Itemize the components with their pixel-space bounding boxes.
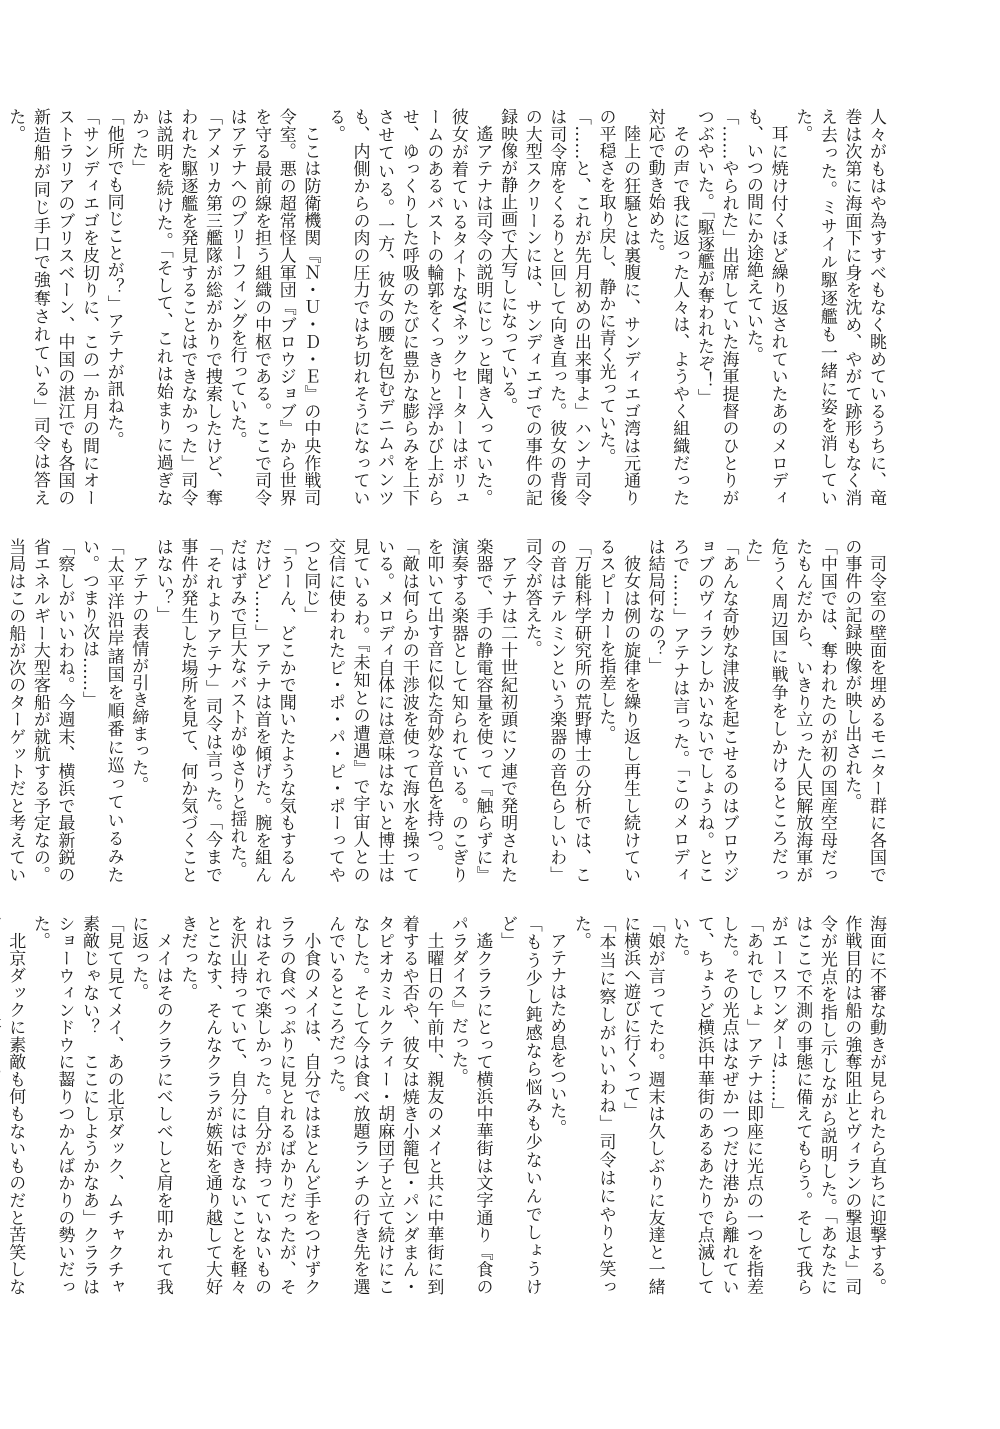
paragraph: 人々がもはや為すすべもなく眺めているうちに、竜巻は次第に海面下に身を沈め、やがて跡形もなく消え去った。ミサイル駆逐艦も一緒に姿を消していた。 xyxy=(792,108,886,506)
paragraph: 「もう少し鈍感なら悩みも少ないんでしょうけど」 xyxy=(497,915,542,1295)
paragraph: アテナは二十世紀初頭にソ連で発明された楽器で、手の静電容量を使って『触らずに』演奏する楽器として知られている。のこぎりを叩いて出す音に似た奇妙な音色を持つ。 xyxy=(423,538,518,883)
paragraph: 遙アテナは司令の説明にじっと聞き入っていた。彼女が着ているタイトなVネックセーターはボリュームのあるバストの輪郭をくっきりと浮かび上がらせ、ゆっくりした呼吸のたびに豊かな膨らみを上下させている。一方、彼女の腰を包むデニムパンツも、内側からの肉の圧力ではち切れそうになっている。 xyxy=(324,108,493,506)
paragraph: 「あれでしょ」アテナは即座に光点の一つを指差した。その光点はなぜか一つだけ港から離れていて、ちょうど横浜中華街のあるあたりで点滅していた。 xyxy=(669,915,764,1295)
paragraph: 「太平洋沿岸諸国を順番に巡っているみたい。つまり次は……」 xyxy=(79,538,124,883)
paragraph: 「敵は何らかの干渉波を使って海水を操っている。メロディ自体には意味はないと博士は見ているわ。『未知との遭遇』で宇宙人との交信に使われたピ・ポ・パ・ピ・ポーってやつと同じ」 xyxy=(300,538,419,884)
text-tier-bottom xyxy=(5,915,888,1295)
paragraph: その声で我に返った人々は、ようやく組織だった対応で動き始めた。 xyxy=(644,108,690,506)
paragraph: 司令室の壁面を埋めるモニター群に各国での事件の記録映像が映し出された。 xyxy=(841,538,886,883)
paragraph: 耳に焼け付くほど繰り返されていたあのメロディも、いつの間にか途絶えていた。 xyxy=(743,108,788,506)
paragraph: 「それよりアテナ」司令は言った。「今まで事件が発生した場所を見て、何か気づくことはない？」 xyxy=(152,538,222,883)
paragraph: 「他所でも同じことが？」アテナが訊ねた。 xyxy=(103,108,124,448)
paragraph: 遙クララにとって横浜中華街は文字通り『食のパラダイス』だった。 xyxy=(447,915,493,1295)
paragraph: 「あんな奇妙な津波を起こせるのはブロウジョブのヴィランしかいないでしょうね。ところで……」アテナは言った。「このメロディは結局何なの？」 xyxy=(644,538,739,883)
paragraph: アテナはため息をついた。 xyxy=(546,932,567,1136)
paragraph: 海面に不審な動きが見られたら直ちに迎撃する。作戦目的は船の強奪阻止とヴィランの撃退よ」司令が光点を指し示しながら説明した。「あなたにはここで不測の事態に備えてもらう。そして我らがエースワンダーは……」 xyxy=(767,915,886,1295)
paragraph: 「サンディエゴを皮切りに、この一か月の間にオーストラリアのブリスベーン、中国の湛江でも各国の新造船が同じ手口で強奪されている」司令は答えた。 xyxy=(5,108,99,506)
paragraph: 土曜日の午前中、親友のメイと共に中華街に到着するや否や、彼女は焼き小籠包・パンダまん・タピオカミルクティー・胡麻団子と立て続けにこなした。そして今は食べ放題ランチの行き先を選んでいるところだった。 xyxy=(324,915,444,1295)
paragraph: 小食のメイは、自分ではほとんど手をつけずクララの食べっぷりに見とれるばかりだったが、それはそれで楽しかった。自分が持っていないものを沢山持っていて、自分にはできないことを軽々とこなす、そんなクララが嫉妬を通り越して大好きだった。 xyxy=(177,915,321,1295)
paragraph: 「察しがいいわね。今週末、横浜で最新鋭の省エネルギー大型客船が就航する予定なの。当局はこの船が次のターゲットだと考えてい xyxy=(5,538,75,883)
paragraph: 北京ダックに素敵も何もないものだと苦笑しな xyxy=(5,932,26,1295)
paragraph: 「本当に察しがいいわね」司令はにやりと笑った。 xyxy=(570,915,616,1295)
paragraph: 「見て見てメイ、あの北京ダック、ムチャクチャ素敵じゃない？ ここにしようかなあ」クララはショーウィンドウに齧りつかんばかりの勢いだった。 xyxy=(29,915,124,1295)
paragraph: 「うーん、どこかで聞いたような気もするんだけど……」アテナは首を傾げた。腕を組んだはずみで巨大なバストがゆさりと揺れた。 xyxy=(226,538,296,883)
paragraph: 「……と、これが先月初めの出来事よ」ハンナ司令は司令席をくるりと回して向き直った。彼女の背後の大型スクリーンには、サンディエゴでの事件の記録映像が静止画で大写しになっている。 xyxy=(497,108,591,506)
paragraph: 「万能科学研究所の荒野博士の分析では、この音はテルミンという楽器の音色らしいわ」司令が答えた。 xyxy=(521,538,591,883)
paragraph: ここは防衛機関『Ｎ・Ｕ・Ｄ・Ｅ』の中央作戦司令室。悪の超常怪人軍団『ブロウジョブ』から世界を守る最前線を担う組織の中枢である。ここで司令はアテナへのブリーフィングを行っていた。 xyxy=(226,108,321,506)
paragraph: 「中国では、奪われたのが初の国産空母だったもんだから、いきり立った人民解放海軍が危うく周辺国に戦争をしかけるところだった」 xyxy=(743,538,837,883)
paragraph: メイはそのクララにべしべしと肩を叩かれて我に返った。 xyxy=(128,915,173,1295)
text-tier-top xyxy=(5,108,888,506)
paragraph: 「……やられた」出席していた海軍提督のひとりがつぶやいた。「駆逐艦が奪われたぞ！」 xyxy=(693,108,739,506)
paragraph: 陸上の狂騒とは裏腹に、サンディエゴ湾は元通りの平穏さを取り戻し、静かに青く光っていた。 xyxy=(595,108,641,506)
paragraph: 「娘が言ってたわ。週末は久しぶりに友達と一緒に横浜へ遊びに行くって」 xyxy=(620,915,665,1295)
text-tier-middle xyxy=(5,538,888,884)
paragraph: 彼女は例の旋律を繰り返し再生し続けているスピーカーを指差した。 xyxy=(595,538,641,883)
paragraph: 「アメリカ第三艦隊が総がかりで捜索したけど、奪われた駆逐艦を発見することはできなかった」司令は説明を続けた。「そして、これは始まりに過ぎなかった」 xyxy=(128,108,222,506)
paragraph: アテナの表情が引き締まった。 xyxy=(128,555,149,793)
